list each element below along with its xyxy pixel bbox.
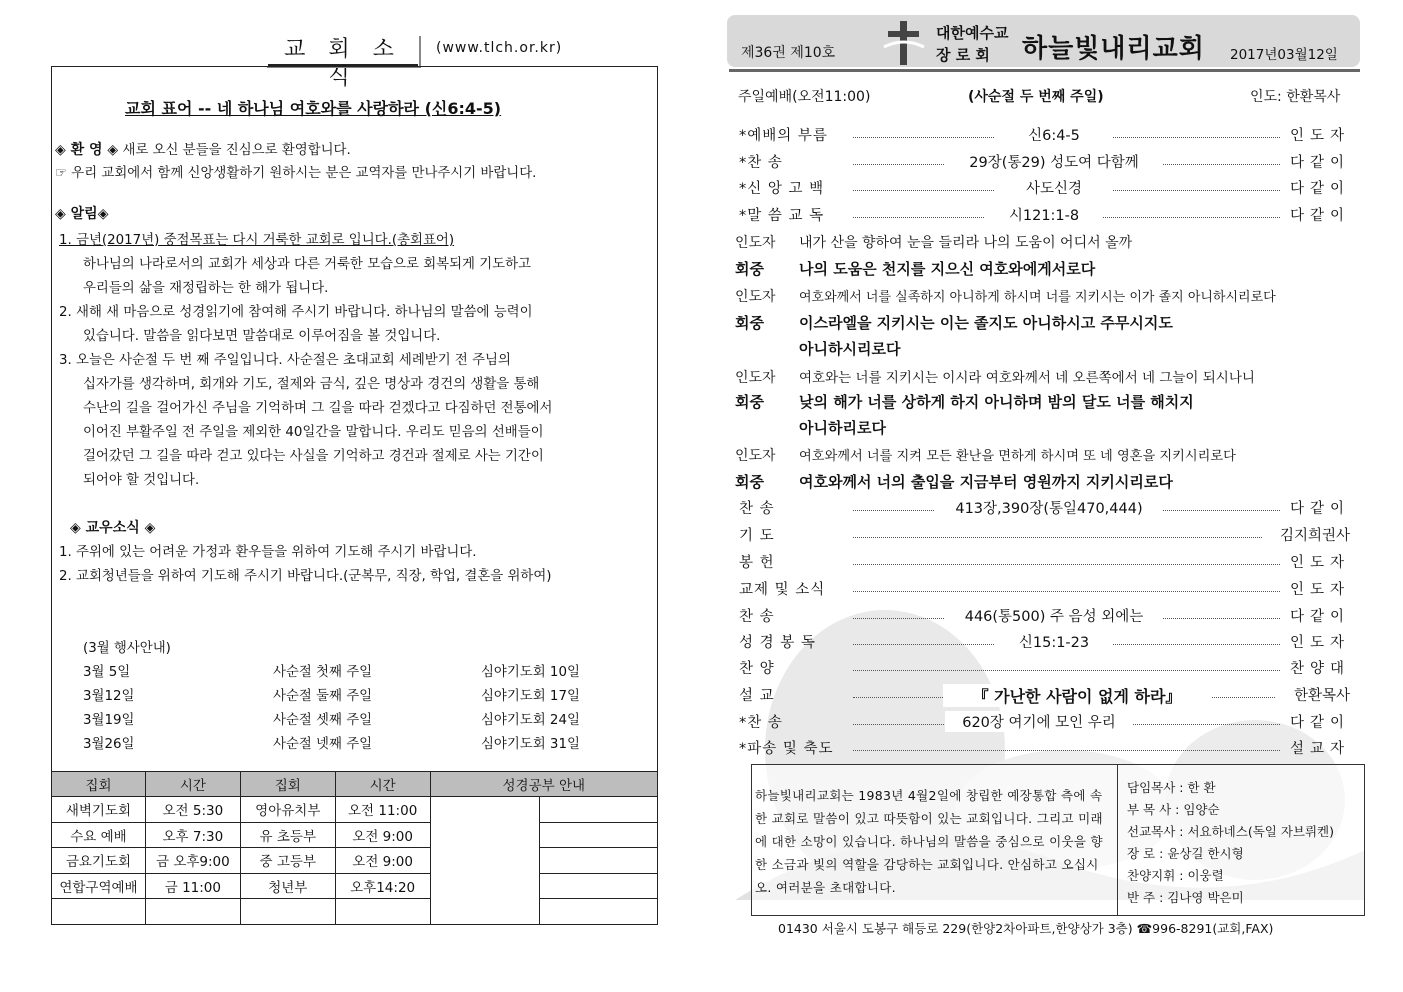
- notice-3-line-6: 되어야 할 것입니다.: [83, 473, 200, 488]
- reader-role: 회중: [735, 314, 764, 332]
- notice-2-line-2: 있습니다. 말씀을 읽다보면 말씀대로 이루어짐을 볼 것입니다.: [83, 329, 441, 344]
- church-address: 01430 서울시 도봉구 해등로 229(한양2차아파트,한양상가 3층) ☎996-8291(교회,FAX): [778, 921, 1274, 936]
- staff-entry: 찬양지휘 : 이웅렬: [1127, 868, 1224, 883]
- reader-role: 인도자: [735, 448, 776, 464]
- table-row: [52, 873, 658, 899]
- order-who: 한환목사: [1293, 688, 1350, 704]
- responsive-line: [735, 312, 1173, 333]
- order-label: 찬 송: [739, 609, 775, 625]
- reader-text: 여호와께서 너를 지켜 모든 환난을 면하게 하시며 또 네 영혼을 지키시리로다: [799, 449, 1236, 464]
- bulletin-date: 2017년03월12일: [1230, 47, 1338, 63]
- order-content: 사도신경: [995, 177, 1113, 198]
- order-who: 김지희권사: [1279, 528, 1350, 544]
- table-cell: 청년부: [240, 873, 335, 899]
- march-date: 3월26일: [83, 737, 135, 752]
- reader-role: 회중: [735, 473, 764, 491]
- staff-entry: 선교목사 : 서요하네스(독일 자브뤼켄): [1127, 824, 1335, 839]
- worship-order-item: [735, 524, 1350, 546]
- order-label: *찬 송: [739, 155, 783, 171]
- table-cell: 오전 9:00: [335, 822, 430, 848]
- reader-role: 인도자: [735, 289, 776, 305]
- order-label: *파송 및 축도: [739, 741, 834, 757]
- header-underline: [729, 69, 1360, 72]
- worship-order-item: [735, 204, 1350, 226]
- march-prayer: 심야기도회 10일: [481, 665, 580, 680]
- table-cell: 오전 11:00: [335, 797, 430, 823]
- order-who: 인도자: [1289, 635, 1350, 651]
- table-cell: 금 11:00: [145, 873, 240, 899]
- welcome-text: 새로 오신 분들을 진심으로 환영합니다.: [118, 143, 351, 158]
- leader-dots: [853, 564, 1280, 565]
- order-who: 다같이: [1289, 208, 1350, 224]
- march-event: 사순절 넷째 주일: [273, 737, 373, 752]
- table-header-row: [52, 772, 658, 797]
- order-who: 다같이: [1289, 501, 1350, 517]
- reader-role: 인도자: [735, 370, 776, 386]
- order-content: 413장,390장(통일470,444): [935, 497, 1163, 518]
- bible-study-cell: [540, 899, 658, 925]
- order-content: 시121:1-8: [985, 204, 1103, 225]
- table-cell: 중 고등부: [240, 848, 335, 874]
- responsive-line: [735, 258, 1095, 279]
- column-header: 성경공부 안내: [430, 772, 657, 797]
- service-time: 주일예배(오전11:00): [738, 89, 871, 105]
- march-date: 3월12일: [83, 689, 135, 704]
- prayer-1: 1. 주위에 있는 어려운 가정과 환우들을 위하여 기도해 주시기 바랍니다.: [59, 545, 477, 560]
- responsive-line: [735, 232, 1132, 252]
- worship-order-item: [735, 631, 1350, 653]
- notice-1-line-2: 하나님의 나라로서의 교회가 세상과 다른 거룩한 모습으로 회복되게 기도하고: [83, 257, 531, 272]
- table-cell: 영아유치부: [240, 797, 335, 823]
- reader-text: 나의 도움은 천지를 지으신 여호와에게서로다: [799, 260, 1096, 278]
- staff-entry: 장 로 : 윤상길 한시형: [1127, 846, 1244, 861]
- order-who: 다같이: [1289, 155, 1350, 171]
- table-row: [52, 899, 658, 925]
- order-who: 인도자: [1289, 555, 1350, 571]
- denomination-line-2: 장 로 회: [936, 46, 990, 64]
- service-leader: 인도: 한환목사: [1250, 89, 1341, 105]
- worship-order-item: [735, 551, 1350, 573]
- bible-study-cell: [540, 797, 658, 823]
- welcome-line-2: ☞ 우리 교회에서 함께 신앙생활하기 원하시는 분은 교역자를 만나주시기 바랍니다.: [55, 166, 537, 181]
- reader-role: 회중: [735, 260, 764, 278]
- worship-order-item: [735, 711, 1350, 733]
- responsive-line: [735, 366, 1255, 387]
- worship-order-item: [735, 124, 1350, 146]
- table-cell: 오후14:20: [335, 873, 430, 899]
- table-cell: [145, 899, 240, 925]
- worship-order-item: [735, 605, 1350, 627]
- table-cell: 오전 5:30: [145, 797, 240, 823]
- news-title: 교 회 소 식: [268, 36, 418, 66]
- order-label: *예배의 부름: [739, 128, 828, 144]
- worship-order-item: [735, 684, 1350, 706]
- march-date: 3월19일: [83, 713, 135, 728]
- table-cell: 유 초등부: [240, 822, 335, 848]
- responsive-line: [735, 391, 1194, 412]
- church-introduction: 하늘빛내리교회는 1983년 4월2일에 창립한 예장통합 측에 속한 교회로 말씀이 있고 따뜻함이 있는 교회입니다. 그리고 미래에 대한 소망이 있습니다. 하나님의 말씀을 중심으로 이웃을 향한 소금과 빛의 역할을 감당하는 교회입니다. 안심하고 오십시오. 여러분을 초대합니다.: [755, 788, 1103, 895]
- order-who: 설교자: [1289, 741, 1350, 757]
- reader-text: 여호와는 너를 지키시는 이시라 여호와께서 네 오른쪽에서 네 그늘이 되시나니: [799, 370, 1255, 386]
- reader-role: 회중: [735, 393, 764, 411]
- cross-logo-icon: [880, 17, 928, 67]
- column-header: 집회: [52, 772, 146, 797]
- welcome-heading: ◈ 환 영 ◈: [55, 142, 119, 158]
- worship-order-item: [735, 578, 1350, 600]
- worship-order-item: [735, 657, 1350, 679]
- responsive-line: [735, 338, 900, 359]
- bible-study-cell: [430, 797, 540, 925]
- leader-dots: [853, 750, 1280, 751]
- leader-dots: [853, 537, 1262, 538]
- liturgical-sunday: (사순절 두 번째 주일): [968, 89, 1104, 105]
- order-who: 다같이: [1289, 609, 1350, 625]
- church-motto: 교회 표어 -- 네 하나님 여호와를 사랑하라 (신6:4-5): [125, 99, 502, 118]
- prayer-heading: ◈ 교우소식 ◈: [70, 520, 156, 536]
- reader-text: 낮의 해가 너를 상하게 하지 아니하며 밤의 달도 너를 해치지: [799, 393, 1194, 411]
- leader-dots: [853, 670, 1280, 671]
- staff-entry: 부 목 사 : 임양순: [1127, 802, 1220, 817]
- order-who: 다같이: [1289, 181, 1350, 197]
- info-divider: [1117, 764, 1118, 916]
- order-label: *말 씀 교 독: [739, 208, 825, 224]
- order-who: 인도자: [1289, 582, 1350, 598]
- order-label: *신 앙 고 백: [739, 181, 825, 197]
- notice-3-line-3: 수난의 길을 걸어가신 주님을 기억하며 그 길을 따라 걷겠다고 다짐하던 전통에서: [83, 401, 553, 416]
- order-label: 성 경 봉 독: [739, 635, 816, 651]
- responsive-line: [735, 445, 1236, 465]
- march-prayer: 심야기도회 31일: [481, 737, 580, 752]
- order-who: 찬양대: [1289, 661, 1350, 677]
- reader-role: 인도자: [735, 235, 776, 251]
- march-date: 3월 5일: [83, 665, 131, 680]
- denomination-line-1: 대한예수교: [936, 24, 1009, 42]
- worship-order-item: [735, 737, 1350, 759]
- order-label: 기 도: [739, 528, 775, 544]
- order-content: 29장(통29) 성도여 다함께: [945, 151, 1163, 172]
- church-website[interactable]: (www.tlch.or.kr): [436, 40, 563, 56]
- volume-number: 제36권 제10호: [741, 45, 836, 61]
- reader-text: 아니하리로다: [799, 419, 886, 437]
- table-row: [52, 848, 658, 874]
- order-label: 설 교: [739, 688, 775, 704]
- table-cell: 금 오후9:00: [145, 848, 240, 874]
- meeting-schedule-table: [51, 771, 658, 925]
- march-event: 사순절 첫째 주일: [273, 665, 373, 680]
- reader-text: 여호와께서 너의 출입을 지금부터 영원까지 지키시리로다: [799, 473, 1173, 491]
- column-header: 집회: [240, 772, 335, 797]
- order-content: 신6:4-5: [995, 124, 1113, 145]
- worship-order-item: [735, 151, 1350, 173]
- staff-entry: 반 주 : 김나영 박은미: [1127, 890, 1244, 905]
- notice-3: 3. 오늘은 사순절 두 번 째 주일입니다. 사순절은 초대교회 세례받기 전 주님의: [59, 353, 511, 368]
- table-cell: [52, 899, 146, 925]
- order-label: 봉 헌: [739, 555, 775, 571]
- worship-order-item: [735, 497, 1350, 519]
- march-prayer: 심야기도회 24일: [481, 713, 580, 728]
- reader-text: 여호와께서 너를 실족하지 아니하게 하시며 너를 지키시는 이가 졸지 아니하시리로다: [799, 290, 1276, 305]
- table-cell: 오전 9:00: [335, 848, 430, 874]
- order-who: 다같이: [1289, 715, 1350, 731]
- order-content: 446(통500) 주 음성 외에는: [945, 605, 1163, 626]
- table-cell: 연합구역예배: [52, 873, 146, 899]
- welcome-line: [55, 141, 351, 160]
- march-prayer: 심야기도회 17일: [481, 689, 580, 704]
- church-name: 하늘빛내리교회: [1022, 34, 1205, 64]
- notice-3-line-4: 이어진 부활주일 전 주일을 제외한 40일간을 말합니다. 우리도 믿음의 선배들이: [83, 425, 544, 440]
- notice-heading: ◈ 알림◈: [55, 206, 109, 222]
- denomination: [936, 22, 1008, 66]
- order-content: 신15:1-23: [995, 631, 1113, 652]
- march-event: 사순절 셋째 주일: [273, 713, 373, 728]
- notice-2: 2. 새해 새 마음으로 성경읽기에 참여해 주시기 바랍니다. 하나님의 말씀에 능력이: [59, 305, 533, 320]
- reader-text: 이스라엘을 지키시는 이는 졸지도 아니하시고 주무시지도: [799, 314, 1173, 332]
- notice-1: 1. 금년(2017년) 중점목표는 다시 거룩한 교회로 입니다.(총회표어): [59, 233, 455, 248]
- table-row: [52, 797, 658, 823]
- notice-1-line-3: 우리들의 삶을 재정립하는 한 해가 됩니다.: [83, 281, 329, 296]
- reader-text: 내가 산을 향하여 눈을 들리라 나의 도움이 어디서 올까: [799, 235, 1133, 251]
- bible-study-cell: [540, 873, 658, 899]
- staff-entry: 담임목사 : 한 환: [1127, 780, 1216, 795]
- reader-text: 아니하시리로다: [799, 340, 901, 358]
- notice-3-line-5: 걸어갔던 그 길을 따라 걷고 있다는 사실을 기억하고 경건과 절제로 사는 기간이: [83, 449, 544, 464]
- sermon-title: 『 가난한 사람이 없게 하라』: [943, 684, 1211, 707]
- responsive-line: [735, 471, 1173, 492]
- march-event: 사순절 둘째 주일: [273, 689, 373, 704]
- march-heading: (3월 행사안내): [83, 641, 171, 656]
- order-label: 찬 양: [739, 661, 775, 677]
- table-cell: 오후 7:30: [145, 822, 240, 848]
- table-cell: [240, 899, 335, 925]
- order-who: 인도자: [1289, 128, 1350, 144]
- table-cell: [335, 899, 430, 925]
- responsive-line: [735, 417, 886, 438]
- order-content: 620장 여기에 모인 우리: [945, 711, 1133, 732]
- order-label: *찬 송: [739, 715, 783, 731]
- table-row: [52, 822, 658, 848]
- table-cell: 수요 예배: [52, 822, 146, 848]
- leader-dots: [853, 591, 1280, 592]
- column-header: 시간: [335, 772, 430, 797]
- table-cell: 금요기도회: [52, 848, 146, 874]
- prayer-2: 2. 교회청년들을 위하여 기도해 주시기 바랍니다.(군복무, 직장, 학업, 결혼을 위하여): [59, 569, 552, 584]
- worship-order-item: [735, 177, 1350, 199]
- column-header: 시간: [145, 772, 240, 797]
- bible-study-cell: [540, 848, 658, 874]
- table-cell: 새벽기도회: [52, 797, 146, 823]
- responsive-line: [735, 286, 1276, 306]
- notice-3-line-2: 십자가를 생각하며, 회개와 기도, 절제와 금식, 깊은 명상과 경건의 생활을 통해: [83, 377, 540, 392]
- bible-study-cell: [540, 822, 658, 848]
- order-label: 교제 및 소식: [739, 582, 826, 598]
- order-label: 찬 송: [739, 501, 775, 517]
